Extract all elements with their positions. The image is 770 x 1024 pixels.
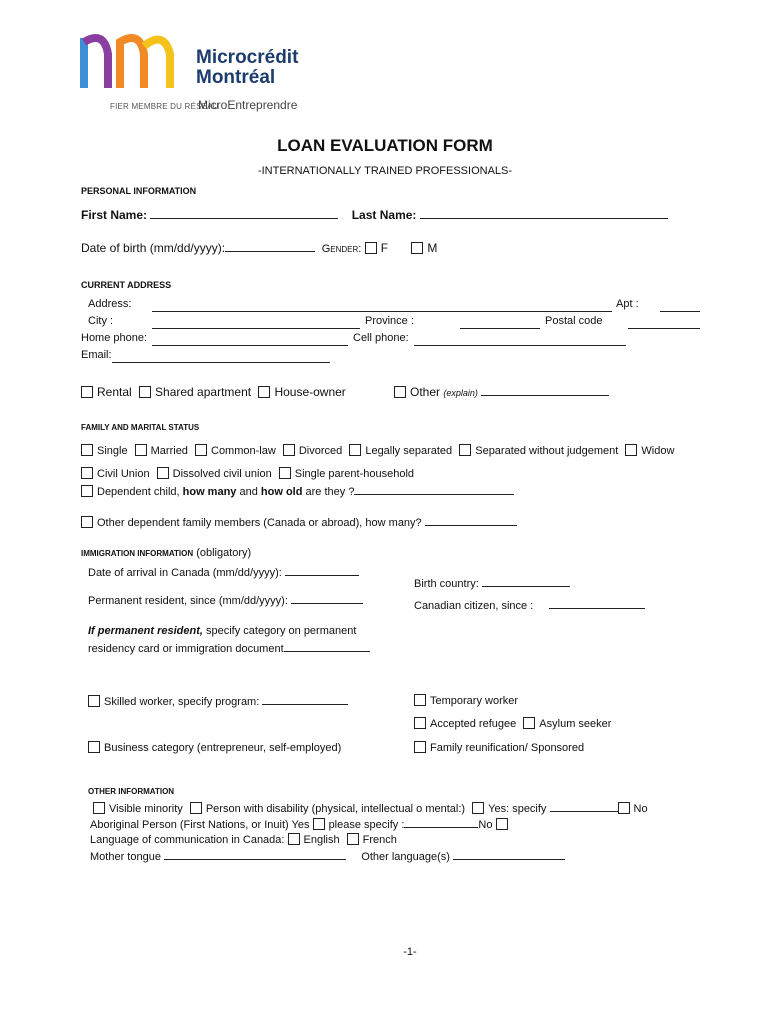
form-subtitle: -INTERNATIONALLY TRAINED PROFESSIONALS- (257, 165, 513, 177)
immigration-heading: IMMIGRATION INFORMATION (81, 549, 194, 558)
skilled-program-field[interactable] (262, 694, 348, 705)
dissolved-union-checkbox[interactable] (157, 467, 169, 479)
permanent-field[interactable] (291, 593, 363, 604)
address-label: Address: (88, 298, 132, 310)
family-reunification-label: Family reunification/ Sponsored (430, 742, 585, 754)
aboriginal-no-label: No (478, 819, 493, 831)
housing-other-label: Other (410, 385, 441, 399)
home-phone-label: Home phone: (81, 332, 148, 344)
email-field[interactable] (112, 352, 330, 363)
dob-row (81, 241, 437, 255)
dependent-child-checkbox[interactable] (81, 485, 93, 497)
address-heading: CURRENT ADDRESS (81, 280, 172, 290)
separated-no-judgement-label: Separated without judgement (475, 445, 619, 457)
other-dependents-field[interactable] (425, 515, 517, 526)
single-parent-label: Single parent-household (294, 468, 415, 480)
logo-name-line1: Microcrédit (196, 47, 299, 68)
widow-checkbox[interactable] (625, 444, 637, 456)
housing-other-row (394, 385, 609, 399)
logo (80, 34, 330, 119)
housing-other-explain: (explain) (443, 388, 478, 398)
dependent-text-d: how old (260, 486, 303, 498)
email-label: Email: (81, 349, 112, 361)
married-label: Married (150, 445, 188, 457)
logo-tagline-brand: MicroEntreprendre (198, 98, 298, 112)
if-pr-bold: If permanent resident, (88, 625, 203, 637)
mother-tongue-row (90, 849, 565, 863)
temporary-worker-label: Temporary worker (430, 695, 519, 707)
arrival-label: Date of arrival in Canada (mm/dd/yyyy): (88, 567, 282, 579)
asylum-seeker-label: Asylum seeker (539, 718, 612, 730)
other-info-heading: OTHER INFORMATION (88, 787, 175, 796)
divorced-label: Divorced (298, 445, 343, 457)
common-law-checkbox[interactable] (195, 444, 207, 456)
language-label: Language of communication in Canada: (90, 834, 285, 846)
other-dependents-row (81, 515, 517, 529)
if-pr-row-2 (88, 641, 370, 655)
dependent-text-a: Dependent child, (97, 486, 180, 498)
widow-label: Widow (641, 445, 675, 457)
if-pr-row (88, 625, 356, 637)
family-reunif-row (414, 741, 584, 754)
aboriginal-specify-label: please specify : (328, 819, 405, 831)
mother-tongue-label: Mother tongue (90, 851, 161, 863)
birth-country-field[interactable] (482, 576, 570, 587)
skilled-worker-label: Skilled worker, specify program: (104, 696, 260, 708)
visible-minority-label: Visible minority (109, 803, 183, 815)
arrival-field[interactable] (285, 565, 359, 576)
housing-other-checkbox[interactable] (394, 386, 406, 398)
rental-checkbox[interactable] (81, 386, 93, 398)
other-dependents-label: Other dependent family members (Canada or abroad), how many? (97, 517, 422, 529)
cell-phone-field[interactable] (414, 335, 626, 346)
dob-label: Date of birth (mm/dd/yyyy): (81, 241, 226, 255)
house-owner-checkbox[interactable] (258, 386, 270, 398)
single-parent-checkbox[interactable] (279, 467, 291, 479)
accepted-refugee-label: Accepted refugee (430, 718, 517, 730)
disability-checkbox[interactable] (190, 802, 202, 814)
business-row (88, 741, 341, 754)
dependent-text-c: and (239, 486, 258, 498)
legally-separated-label: Legally separated (365, 445, 453, 457)
rental-label: Rental (97, 385, 132, 399)
page-number: -1- (403, 946, 417, 958)
first-name-row (81, 208, 668, 222)
disability-label: Person with disability (physical, intellectual o mental:) (205, 803, 466, 815)
aboriginal-specify-field[interactable] (404, 817, 478, 828)
permanent-row (88, 593, 363, 607)
personal-heading: PERSONAL INFORMATION (81, 186, 197, 196)
disability-no-checkbox[interactable] (618, 802, 630, 814)
aboriginal-yes-checkbox[interactable] (313, 818, 325, 830)
temporary-worker-checkbox[interactable] (414, 694, 426, 706)
legally-separated-checkbox[interactable] (349, 444, 361, 456)
family-heading: FAMILY AND MARITAL STATUS (81, 423, 200, 432)
civil-union-label: Civil Union (97, 468, 150, 480)
city-field[interactable] (152, 318, 360, 329)
french-checkbox[interactable] (347, 833, 359, 845)
separated-no-judgement-checkbox[interactable] (459, 444, 471, 456)
apt-label: Apt : (616, 298, 639, 310)
disability-yes-label: Yes: specify (488, 803, 547, 815)
other-dependents-checkbox[interactable] (81, 516, 93, 528)
english-checkbox[interactable] (288, 833, 300, 845)
apt-field[interactable] (660, 301, 700, 312)
aboriginal-row (90, 817, 512, 831)
common-law-label: Common-law (211, 445, 276, 457)
aboriginal-label: Aboriginal Person (First Nations, or Inuit) Yes (90, 819, 310, 831)
dependent-row (81, 484, 514, 498)
skilled-worker-checkbox[interactable] (88, 695, 100, 707)
housing-other-field[interactable] (481, 385, 609, 396)
other-languages-field[interactable] (453, 849, 565, 860)
dob-field[interactable] (225, 241, 315, 252)
marital-row-2 (81, 467, 414, 480)
last-name-field[interactable] (420, 208, 668, 219)
address-field[interactable] (152, 301, 612, 312)
other-languages-label: Other language(s) (361, 851, 450, 863)
disability-no-label: No (633, 803, 648, 815)
language-row (90, 833, 397, 846)
logo-tagline-small: FIER MEMBRE DU RÉSEAU (110, 102, 219, 111)
cell-phone-label: Cell phone: (353, 332, 409, 344)
form-title: LOAN EVALUATION FORM (277, 136, 493, 155)
gender-m-label: M (427, 241, 438, 255)
shared-apartment-label: Shared apartment (155, 385, 252, 399)
accepted-refugee-checkbox[interactable] (414, 717, 426, 729)
asylum-seeker-checkbox[interactable] (523, 717, 535, 729)
disability-specify-field[interactable] (550, 801, 618, 812)
single-label: Single (97, 445, 128, 457)
single-checkbox[interactable] (81, 444, 93, 456)
dependent-child-field[interactable] (354, 484, 514, 495)
province-label: Province : (365, 315, 414, 327)
birth-country-label: Birth country: (414, 578, 479, 590)
first-name-label: First Name: (81, 208, 148, 222)
last-name-label: Last Name: (351, 208, 417, 222)
visible-minority-checkbox[interactable] (93, 802, 105, 814)
birth-country-row (414, 576, 570, 590)
english-label: English (303, 834, 340, 846)
divorced-checkbox[interactable] (283, 444, 295, 456)
business-category-label: Business category (entrepreneur, self-employed) (104, 742, 342, 754)
home-phone-field[interactable] (152, 335, 348, 346)
refugee-row (414, 717, 611, 730)
civil-union-checkbox[interactable] (81, 467, 93, 479)
french-label: French (362, 834, 397, 846)
gender-f-label: F (380, 241, 389, 255)
first-name-field[interactable] (150, 208, 338, 219)
housing-row (81, 385, 350, 399)
minority-row (93, 801, 648, 815)
citizen-field[interactable] (549, 598, 645, 609)
logo-mark-icon (80, 34, 190, 90)
skilled-row (88, 694, 348, 708)
house-owner-label: House-owner (274, 385, 346, 399)
if-pr-line2: residency card or immigration document (88, 643, 284, 655)
citizen-row (414, 598, 645, 612)
family-reunification-checkbox[interactable] (414, 741, 426, 753)
immigration-heading-note: (obligatory) (196, 547, 252, 559)
postal-code-field[interactable] (628, 318, 700, 329)
aboriginal-no-checkbox[interactable] (496, 818, 508, 830)
province-field[interactable] (460, 318, 540, 329)
pr-category-field[interactable] (284, 641, 370, 652)
dissolved-union-label: Dissolved civil union (172, 468, 272, 480)
married-checkbox[interactable] (135, 444, 147, 456)
gender-label: Gender: (321, 243, 362, 255)
postal-code-label: Postal code (545, 315, 603, 327)
shared-apartment-checkbox[interactable] (139, 386, 151, 398)
dependent-text-b: how many (182, 486, 237, 498)
disability-yes-checkbox[interactable] (472, 802, 484, 814)
gender-f-checkbox[interactable] (365, 242, 377, 254)
gender-m-checkbox[interactable] (411, 242, 423, 254)
business-category-checkbox[interactable] (88, 741, 100, 753)
temporary-row (414, 694, 518, 707)
dependent-text-e: are they ? (305, 486, 355, 498)
immigration-heading-row (81, 547, 251, 559)
marital-row-1 (81, 444, 674, 457)
arrival-row (88, 565, 359, 579)
citizen-label: Canadian citizen, since : (414, 600, 534, 612)
permanent-label: Permanent resident, since (mm/dd/yyyy): (88, 595, 288, 607)
mother-tongue-field[interactable] (164, 849, 346, 860)
if-pr-rest: specify category on permanent (205, 625, 357, 637)
logo-name-line2: Montréal (196, 67, 276, 88)
city-label: City : (88, 315, 114, 327)
